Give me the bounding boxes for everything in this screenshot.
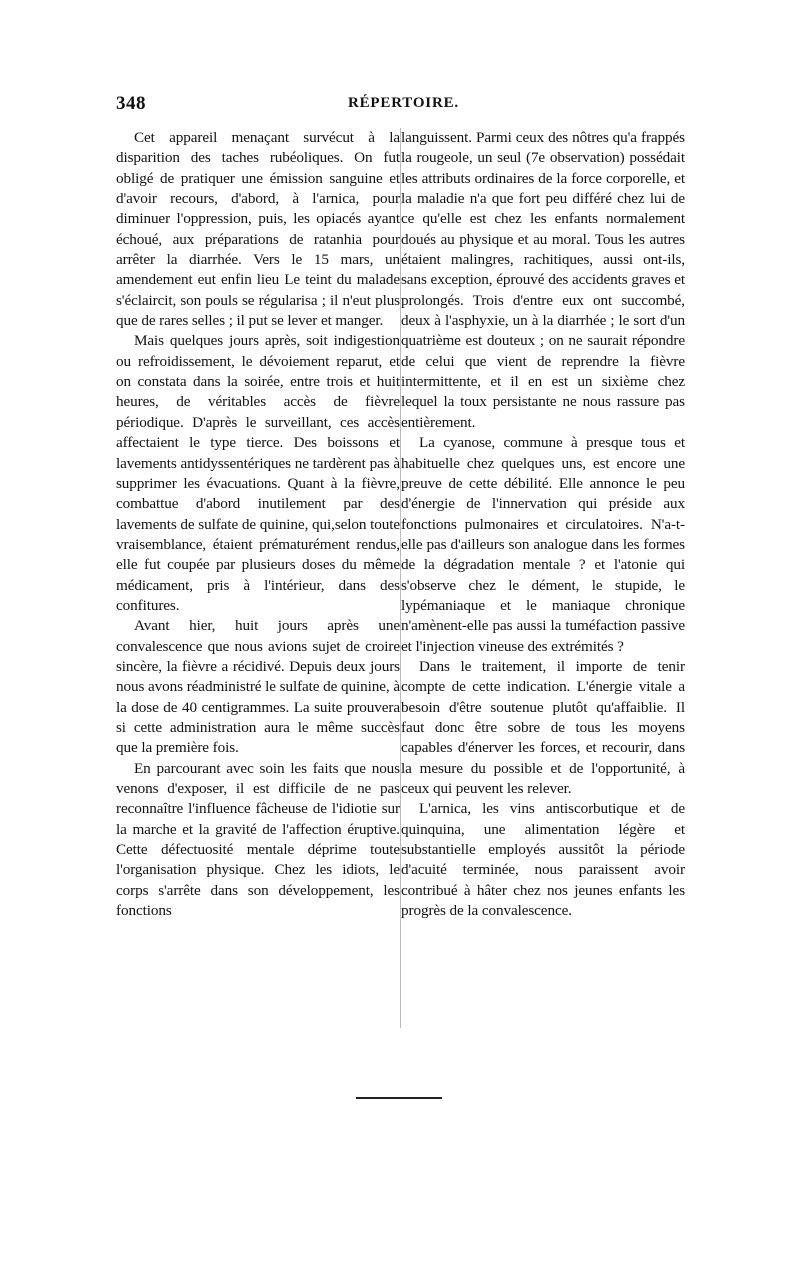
section-end-rule xyxy=(356,1097,442,1099)
paragraph: Avant hier, huit jours après une convalescence que nous avions sujet de croire sincère, la fièvre a récidivé. Depuis deux jours nous avons réadministré le sulfate de quinine, à la dose de 40 centigrammes. La suite prouvera si cette administration aura le même succès que la première fois. xyxy=(116,617,400,757)
paragraph: L'arnica, les vins antiscorbutique et de quinquina, une alimentation légère et substantielle employés aussitôt la période d'acuité terminée, nous paraissent avoir contribué à hâter chez nos jeunes enfants les progrès de la convalescence. xyxy=(401,800,685,920)
left-column xyxy=(116,128,400,921)
paragraph: En parcourant avec soin les faits que nous venons d'exposer, il est difficile de ne pas reconnaître l'influence fâcheuse de l'idiotie sur la marche et la gravité de l'affection éruptive. Cette défectuosité mentale déprime toute l'organisation physique. Chez les idiots, le corps s'arrête dans son développement, les fonctions xyxy=(116,759,400,920)
page-number: 348 xyxy=(116,93,146,114)
paragraph: Dans le traitement, il importe de tenir compte de cette indication. L'énergie vitale a besoin d'être soutenue plutôt qu'affaiblie. Il faut donc être sobre de tous les moyens capables d'énerver les forces, et recourir, dans la mesure du possible et de l'opportunité, à ceux qui peuvent les relever. xyxy=(401,657,685,797)
running-head: RÉPERTOIRE. xyxy=(348,95,459,111)
right-column xyxy=(401,128,685,921)
page-header xyxy=(116,93,684,117)
paragraph: La cyanose, commune à presque tous et habituelle chez quelques uns, est encore une preuve de cette débilité. Elle annonce le peu d'énergie de l'innervation qui préside aux fonctions pulmonaires et circulatoires. N'a-t-elle pas d'ailleurs son analogue dans les formes de la dégradation mentale ? et l'atonie qui s'observe chez le dément, le stupide, le lypémaniaque et le maniaque chronique n'amènent-elle pas aussi la tuméfaction passive et l'injection vineuse des extrémités ? xyxy=(401,434,685,655)
paragraph: languissent. Parmi ceux des nôtres qu'a frappés la rougeole, un seul (7e observation) possédait les attributs ordinaires de la force corporelle, et la maladie n'a que fort peu différé chez lui de ce qu'elle est chez les enfants normalement doués au physique et au moral. Tous les autres étaient malingres, rachitiques, aussi ont-ils, sans exception, éprouvé des accidents graves et prolongés. Trois d'entre eux ont succombé, deux à l'asphyxie, un à la diarrhée ; le sort d'un quatrième est douteux ; on ne saurait répondre de celui que vient de reprendre la fièvre intermittente, et il en est un sixième chez lequel la toux persistante ne nous rassure pas entièrement. xyxy=(401,129,685,431)
paragraph: Mais quelques jours après, soit indigestion ou refroidissement, le dévoiement reparut, et on constata dans la soirée, entre trois et huit heures, de véritables accès de fièvre périodique. D'après le surveillant, ces accès affectaient le type tierce. Des boissons et lavements antidyssentériques ne tardèrent pas à supprimer les évacuations. Quant à la fièvre, combattue d'abord inutilement par des lavements de sulfate de quinine, qui,selon toute vraisemblance, étaient prématurément rendus, elle fut coupée par plusieurs doses du même médicament, pris à l'intérieur, dans des confitures. xyxy=(116,332,400,614)
paragraph: Cet appareil menaçant survécut à la disparition des taches rubéoliques. On fut obligé de pratiquer une émission sanguine et d'avoir recours, d'abord, à l'arnica, pour diminuer l'oppression, puis, les opiacés ayant échoué, aux préparations de ratanhia pour arrêter la diarrhée. Vers le 15 mars, un amendement eut enfin lieu Le teint du malade s'éclaircit, son pouls se régularisa ; il n'eut plus que de rares selles ; il put se lever et manger. xyxy=(116,129,400,330)
